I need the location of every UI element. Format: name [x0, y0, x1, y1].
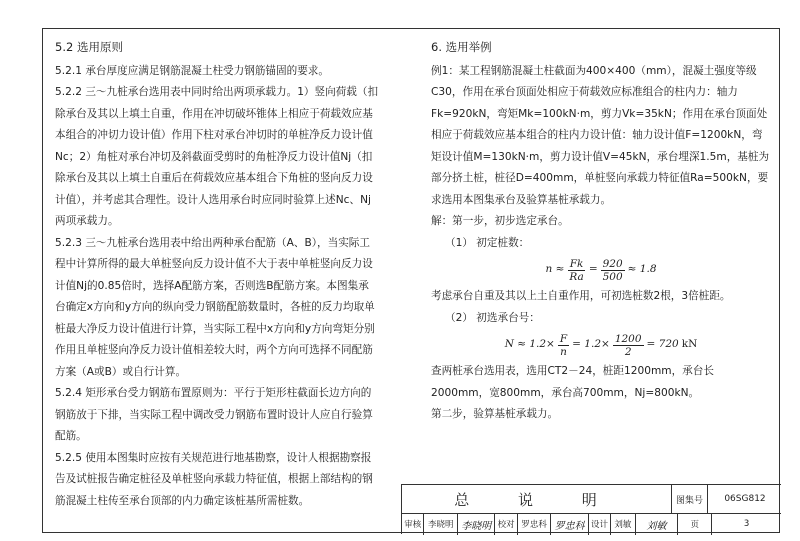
reviewer-label: 审核	[402, 513, 424, 535]
eq1-lhs: n ≈	[545, 263, 565, 276]
reviewer-signature: 李晓明	[458, 513, 495, 535]
designer-name: 刘敏	[611, 513, 635, 535]
eq2-rhs: = 720	[646, 338, 679, 351]
substep-1-label: （1） 初定桩数：	[445, 236, 530, 249]
equation-pile-count	[431, 254, 771, 286]
equation-pile-force	[431, 329, 771, 361]
paragraph-5-2-4: 5.2.4 矩形承台受力钢筋布置原则为：平行于矩形柱截面长边方向的钢筋放于下排，当实际工程中调改受力钢筋布置时设计人应自行验算配筋。	[55, 387, 373, 442]
paragraph-5-2-2: 5.2.2 三～九桩承台选用表中同时给出两项承载力。1）竖向荷载（扣除承台及其以上填土自重，作用在冲切破坏锥体上相应于荷载效应基本组合的冲切力设计值）作用下柱对承台冲切时的单桩净反力设计值Nc；2）角桩对承台冲切及斜截面受剪时的角桩净反力设计值Nj（扣除承台及其以上填土自重后在荷载效应基本组合下角桩的竖向反力设计值），并考虑其合理性。设计人选用承台时应同时验算上述Nc、Nj两项承载力。	[55, 86, 379, 227]
title-block-signature-row	[402, 513, 781, 535]
checker-label: 校对	[495, 513, 517, 535]
paragraph-5-2-5: 5.2.5 使用本图集时应按有关规范进行地基勘察，设计人根据勘察报告及试桩报告确定桩径及单桩竖向承载力特征值，根据上部结构的钢筋混凝土柱传至承台顶部的内力确定该桩基所需桩数。	[55, 451, 373, 507]
atlas-number-label: 图集号	[672, 485, 708, 513]
atlas-number-value: 06SG812	[724, 494, 766, 504]
eq2-denominator-2: 2	[624, 345, 632, 358]
eq1-numerator-1: Fk	[569, 257, 584, 270]
eq1-denominator-2: 500	[602, 270, 623, 283]
eq1-mid: =	[588, 263, 598, 276]
page-number: 3	[743, 519, 750, 529]
page-label: 页	[678, 513, 712, 535]
cap-selection-text: 查两桩承台选用表，选用CT2－24，桩距1200mm，承台长2000mm，宽800mm，承台高700mm，Nj=800kN。	[431, 365, 714, 399]
left-column	[55, 37, 379, 512]
designer-signature: 刘敏	[636, 513, 679, 535]
eq1-rhs: ≈ 1.8	[627, 263, 657, 276]
pile-count-note: 考虑承台自重及其以上土自重作用，可初选桩数2根，3倍桩距。	[431, 290, 731, 302]
reviewer-name: 李晓明	[424, 513, 458, 535]
section-heading-6: 6. 选用举例	[431, 40, 492, 54]
eq2-mid: = 1.2×	[572, 338, 610, 351]
example-1-text: 例1：某工程钢筋混凝土柱截面为400×400（mm），混凝土强度等级C30，作用在承台顶面处相应于荷载效应标准组合的柱内力：轴力Fk=920kN，弯矩Mk=100kN·m，剪力Vk=35kN；作用在承台顶面处相应于荷载效应基本组合的柱内力设计值：轴力设计值F=1200kN，弯矩设计值M=130kN·m，剪力设计值V=45kN，承台埋深1.5m，基桩为部分挤土桩，桩径D=400mm，单桩竖向承载力特征值Ra=500kN，要求选用本图集承台及验算基桩承载力。	[431, 64, 770, 206]
eq1-denominator-1: Ra	[569, 270, 584, 283]
designer-label: 设计	[589, 513, 611, 535]
eq2-numerator-2: 1200	[614, 332, 642, 345]
eq2-lhs: N ≈ 1.2×	[504, 338, 555, 351]
title-block	[401, 484, 781, 534]
drawing-title: 总 说 明	[402, 485, 672, 513]
eq2-fraction-2	[613, 333, 644, 358]
substep-2-label: （2） 初选承台号：	[445, 311, 540, 324]
section-heading-5-2: 5.2 选用原则	[55, 40, 123, 54]
eq2-numerator-1: F	[559, 332, 568, 345]
checker-signature: 罗忠科	[551, 513, 588, 535]
paragraph-5-2-1: 5.2.1 承台厚度应满足钢筋混凝土柱受力钢筋锚固的要求。	[55, 64, 329, 77]
eq1-fraction-1	[567, 258, 585, 283]
checker-name: 罗忠科	[518, 513, 552, 535]
eq2-denominator-1: n	[560, 345, 567, 358]
eq2-unit: kN	[681, 338, 698, 351]
eq2-fraction-1	[558, 333, 569, 358]
eq1-numerator-2: 920	[602, 257, 623, 270]
solution-step-2: 第二步，验算基桩承载力。	[431, 408, 559, 420]
title-block-top-row	[402, 485, 781, 514]
drawing-sheet	[42, 28, 780, 533]
solution-step-1: 解：第一步，初步选定承台。	[431, 215, 569, 227]
right-column	[431, 37, 771, 426]
paragraph-5-2-3: 5.2.3 三～九桩承台选用表中给出两种承台配筋（A、B），当实际工程中计算所得的最大单桩竖向反力设计值不大于表中单桩竖向反力设计值Nj的0.85倍时，选择A配筋方案，否则选B配筋方案。本图集承台确定x方向和y方向的纵向受力钢筋配筋数量时，各桩的反力均取单桩最大净反力设计值进行计算，当实际工程中x方向和y方向弯矩分别作用且单桩竖向净反力设计值相差较大时，两个方向可选择不同配筋方案（A或B）或自行计算。	[55, 236, 375, 378]
eq1-fraction-2	[601, 258, 625, 283]
